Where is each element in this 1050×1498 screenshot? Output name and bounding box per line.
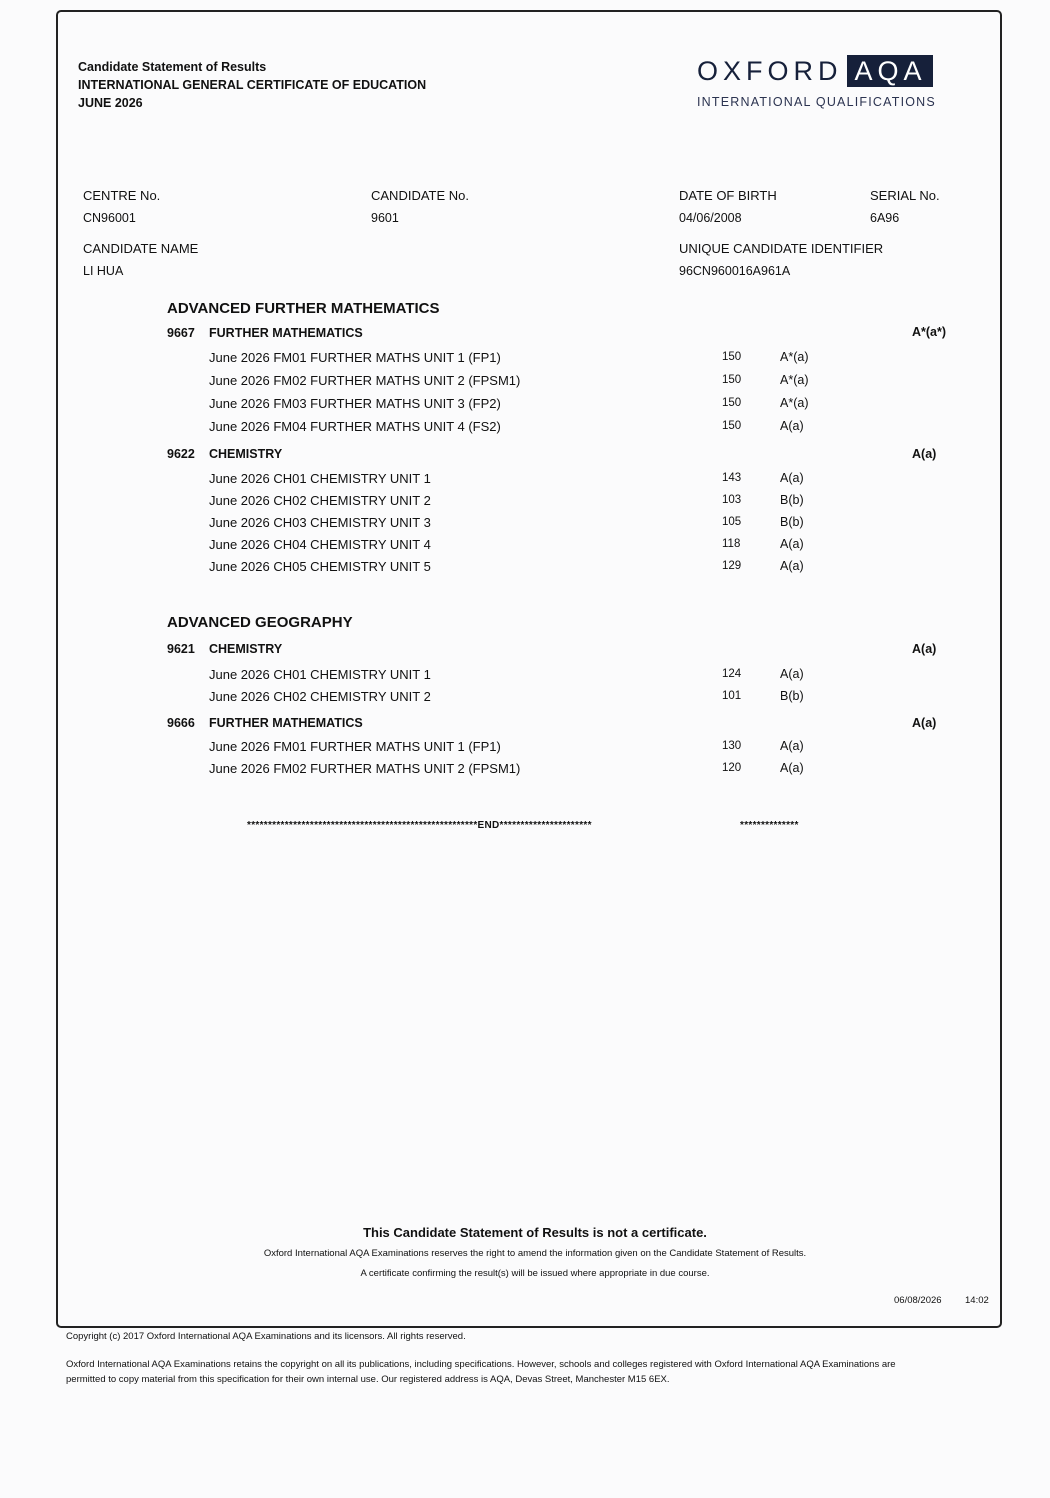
not-certificate-notice: This Candidate Statement of Results is not a certificate. <box>363 1225 707 1240</box>
issue-date: 06/08/2026 <box>894 1295 942 1306</box>
unit-mark: 118 <box>722 538 741 550</box>
subject-name: FURTHER MATHEMATICS <box>209 716 363 730</box>
unit-grade: B(b) <box>780 689 804 703</box>
unit-mark: 120 <box>722 762 742 774</box>
candidate-number-value: 9601 <box>371 211 399 225</box>
subject-grade: A(a) <box>912 447 937 461</box>
unit-description: June 2026 CH01 CHEMISTRY UNIT 1 <box>209 667 431 682</box>
unit-mark: 143 <box>722 472 742 484</box>
unit-grade: B(b) <box>780 493 804 507</box>
logo-aqa-text: AQA <box>847 55 933 87</box>
unit-mark: 103 <box>722 494 742 506</box>
date-of-birth-label: DATE OF BIRTH <box>679 188 777 203</box>
unit-mark: 105 <box>722 516 742 528</box>
section-title: ADVANCED FURTHER MATHEMATICS <box>167 300 440 317</box>
candidate-name-value: LI HUA <box>83 264 124 278</box>
statement-header <box>78 58 426 112</box>
unit-description: June 2026 CH02 CHEMISTRY UNIT 2 <box>209 689 431 704</box>
copyright-line: Copyright (c) 2017 Oxford International AQA Examinations and its licensors. All rights reserved. <box>66 1331 466 1342</box>
subject-code: 9621 <box>167 642 195 656</box>
logo-subtitle: INTERNATIONAL QUALIFICATIONS <box>697 95 936 109</box>
unit-mark: 130 <box>722 740 742 752</box>
unit-description: June 2026 FM01 FURTHER MATHS UNIT 1 (FP1) <box>209 739 501 754</box>
copyright-paragraph-line: Oxford International AQA Examinations retains the copyright on all its publications, including specifications. However, schools and colleges registered with Oxford International AQA Examinations are <box>66 1359 896 1370</box>
unit-grade: A*(a) <box>780 350 809 364</box>
unit-mark: 150 <box>722 420 742 432</box>
unit-description: June 2026 CH04 CHEMISTRY UNIT 4 <box>209 537 431 552</box>
copyright-paragraph <box>66 1357 896 1387</box>
serial-number-value: 6A96 <box>870 211 900 225</box>
unit-grade: A(a) <box>780 667 804 681</box>
unit-grade: A(a) <box>780 471 804 485</box>
subject-name: CHEMISTRY <box>209 447 283 461</box>
subject-grade: A(a) <box>912 642 937 656</box>
logo-oxford-text: OXFORD <box>697 55 843 86</box>
unit-description: June 2026 CH03 CHEMISTRY UNIT 3 <box>209 515 431 530</box>
header-title: Candidate Statement of Results <box>78 60 267 74</box>
oxford-aqa-logo <box>697 55 933 87</box>
unit-description: June 2026 FM04 FURTHER MATHS UNIT 4 (FS2) <box>209 419 501 434</box>
unit-mark: 150 <box>722 397 742 409</box>
unit-mark: 101 <box>722 690 742 702</box>
unit-description: June 2026 CH02 CHEMISTRY UNIT 2 <box>209 493 431 508</box>
unit-description: June 2026 FM03 FURTHER MATHS UNIT 3 (FP2) <box>209 396 501 411</box>
issue-time: 14:02 <box>965 1295 989 1306</box>
serial-number-label: SERIAL No. <box>870 188 940 203</box>
subject-code: 9667 <box>167 326 195 340</box>
copyright-paragraph-line: permitted to copy material from this specification for their own internal use. Our registered address is AQA, Devas Street, Manchester M15 6EX. <box>66 1374 670 1385</box>
subject-code: 9622 <box>167 447 195 461</box>
uci-value: 96CN960016A961A <box>679 264 791 278</box>
unit-grade: A(a) <box>780 761 804 775</box>
unit-mark: 150 <box>722 351 742 363</box>
uci-label: UNIQUE CANDIDATE IDENTIFIER <box>679 241 884 256</box>
unit-mark: 150 <box>722 374 742 386</box>
unit-grade: A(a) <box>780 739 804 753</box>
unit-grade: A(a) <box>780 419 804 433</box>
certificate-notice: A certificate confirming the result(s) will be issued where appropriate in due course. <box>360 1268 710 1279</box>
unit-description: June 2026 CH01 CHEMISTRY UNIT 1 <box>209 471 431 486</box>
end-marker-tail: ************** <box>740 820 799 831</box>
unit-description: June 2026 FM01 FURTHER MATHS UNIT 1 (FP1) <box>209 350 501 365</box>
amend-notice: Oxford International AQA Examinations reserves the right to amend the information given on the Candidate Statement of Results. <box>263 1248 807 1259</box>
unit-description: June 2026 FM02 FURTHER MATHS UNIT 2 (FPSM1) <box>209 373 521 388</box>
end-marker: *******************************************************END********************** <box>247 820 592 831</box>
unit-grade: A(a) <box>780 559 804 573</box>
subject-grade: A*(a*) <box>912 325 947 339</box>
subject-grade: A(a) <box>912 716 937 730</box>
header-qualification: INTERNATIONAL GENERAL CERTIFICATE OF EDUCATION <box>78 78 427 92</box>
unit-grade: B(b) <box>780 515 804 529</box>
subject-code: 9666 <box>167 716 195 730</box>
header-session: JUNE 2026 <box>78 96 143 110</box>
unit-description: June 2026 CH05 CHEMISTRY UNIT 5 <box>209 559 431 574</box>
subject-name: FURTHER MATHEMATICS <box>209 326 363 340</box>
unit-description: June 2026 FM02 FURTHER MATHS UNIT 2 (FPSM1) <box>209 761 521 776</box>
unit-grade: A*(a) <box>780 373 809 387</box>
centre-number-label: CENTRE No. <box>83 188 161 203</box>
centre-number-value: CN96001 <box>83 211 136 225</box>
unit-grade: A(a) <box>780 537 804 551</box>
section-title: ADVANCED GEOGRAPHY <box>167 614 353 631</box>
unit-mark: 124 <box>722 668 742 680</box>
unit-mark: 129 <box>722 560 742 572</box>
date-of-birth-value: 04/06/2008 <box>679 211 742 225</box>
subject-name: CHEMISTRY <box>209 642 283 656</box>
candidate-name-label: CANDIDATE NAME <box>83 241 199 256</box>
candidate-number-label: CANDIDATE No. <box>371 188 469 203</box>
statement-frame <box>56 10 1002 1328</box>
unit-grade: A*(a) <box>780 396 809 410</box>
